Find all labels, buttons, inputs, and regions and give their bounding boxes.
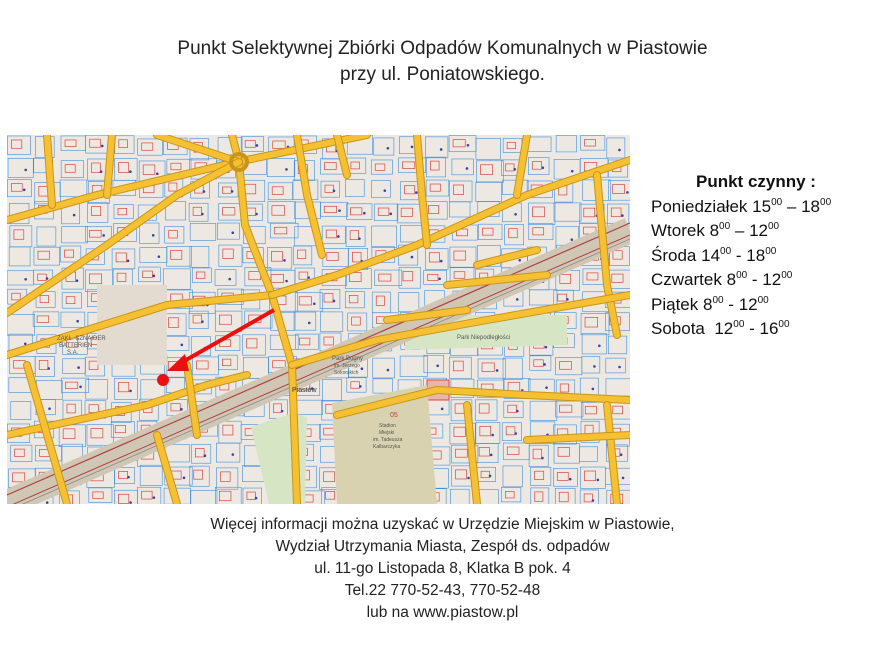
hours-from: 15 [752, 196, 772, 216]
address-point [359, 385, 362, 388]
address-point [101, 145, 104, 148]
factory-label-1: ZAKŁ. SZNAIDER [57, 336, 106, 342]
address-point [102, 234, 105, 237]
address-point [490, 454, 493, 457]
hours-from: 14 [701, 245, 721, 265]
address-point [76, 279, 79, 282]
address-point [514, 213, 517, 216]
address-point [358, 237, 361, 240]
address-point [231, 190, 234, 193]
map-canvas [7, 135, 630, 504]
hours-separator: - [731, 245, 747, 265]
address-point [440, 148, 443, 151]
hours-heading: Punkt czynny : [696, 172, 816, 191]
address-point [127, 476, 130, 479]
address-point [100, 170, 103, 173]
address-point [415, 191, 418, 194]
hours-from-minutes: 00 [736, 270, 748, 281]
address-point [255, 497, 258, 500]
address-point [153, 275, 156, 278]
hours-to-minutes: 00 [778, 319, 790, 330]
address-point [47, 367, 50, 370]
address-point [626, 191, 629, 194]
address-point [467, 477, 470, 480]
hours-to-minutes: 00 [820, 196, 832, 208]
address-point [285, 280, 288, 283]
address-point [201, 213, 204, 216]
address-point [337, 235, 340, 238]
title-line-1: Punkt Selektywnej Zbiórki Odpadów Komunalnych w Piastowie [177, 38, 708, 59]
address-point [489, 475, 492, 478]
address-point [181, 344, 184, 347]
address-point [518, 259, 521, 262]
address-point [203, 190, 206, 193]
hours-to-minutes: 00 [781, 270, 793, 281]
park-bogny-label-2: im. Jerzego [334, 363, 360, 369]
address-point [285, 168, 288, 171]
address-point [361, 367, 364, 370]
address-point [597, 479, 600, 482]
opening-hours [651, 170, 881, 342]
address-point [467, 144, 470, 147]
address-point [232, 453, 235, 456]
hours-day: Sobota [651, 319, 705, 338]
hours-to: 12 [738, 294, 758, 314]
hours-to: 18 [746, 245, 766, 265]
address-point [621, 214, 624, 217]
address-point [127, 260, 130, 263]
hours-from-minutes: 00 [720, 245, 732, 257]
hours-from: 12 [709, 319, 734, 338]
hours-row [651, 293, 881, 318]
hours-to-minutes: 00 [768, 221, 780, 232]
address-point [516, 298, 519, 301]
address-point [201, 320, 204, 323]
hours-day: Piątek [651, 294, 699, 314]
stadium-label-2: Miejski [379, 430, 395, 436]
hours-from-minutes: 00 [733, 319, 745, 330]
address-point [541, 457, 544, 460]
hours-from-minutes: 00 [771, 196, 783, 208]
map-number-label: 05 [390, 412, 398, 419]
address-point [389, 213, 392, 216]
hours-day: Wtorek [651, 221, 705, 240]
address-point [48, 407, 51, 410]
address-point [46, 277, 49, 280]
hours-day: Środa [651, 245, 697, 265]
hours-to: 12 [749, 221, 768, 240]
address-point [543, 363, 546, 366]
address-point [129, 501, 132, 504]
hours-separator: – [782, 196, 802, 216]
address-point [338, 209, 341, 212]
address-point [513, 168, 516, 171]
address-point [542, 166, 545, 169]
stadium-label-3: im. Tadeusza [373, 437, 403, 443]
address-point [440, 260, 443, 263]
location-map [7, 135, 630, 504]
address-point [129, 170, 132, 173]
address-point [571, 238, 574, 241]
hours-from: 8 [726, 270, 737, 289]
hours-row [651, 244, 881, 269]
address-point [76, 320, 79, 323]
address-point [24, 343, 27, 346]
address-point [545, 346, 548, 349]
station-label: Piastów [292, 387, 317, 394]
address-point [566, 298, 569, 301]
hours-from: 8 [702, 294, 713, 314]
address-point [441, 408, 444, 411]
hours-day: Czwartek [651, 270, 722, 289]
address-point [411, 256, 414, 259]
park-niepodleglosci-label: Park Niepodległości [457, 335, 511, 341]
hours-from-minutes: 00 [719, 221, 731, 232]
address-point [333, 189, 336, 192]
hours-list [651, 195, 881, 342]
address-point [598, 344, 601, 347]
contact-line-2: Wydział Utrzymania Miasta, Zespół ds. odpadów [275, 538, 610, 555]
address-point [622, 477, 625, 480]
hours-to-minutes: 00 [765, 245, 777, 257]
address-point [204, 454, 207, 457]
factory-label-3: S.A. [67, 350, 79, 356]
hours-to: 16 [759, 319, 779, 338]
address-point [308, 322, 311, 325]
hours-separator: - [744, 319, 760, 338]
address-point [283, 259, 286, 262]
address-point [387, 147, 390, 150]
address-point [313, 302, 316, 305]
address-point [153, 496, 156, 499]
address-point [152, 234, 155, 237]
address-point [620, 453, 623, 456]
hours-to-minutes: 00 [757, 294, 769, 306]
address-point [545, 386, 548, 389]
address-point [387, 369, 390, 372]
stadium-label-4: Kalbarczyka [373, 444, 401, 450]
address-point [592, 499, 595, 502]
title-line-2: przy ul. Poniatowskiego. [340, 64, 545, 85]
stadium-label-1: Stadion [379, 423, 396, 429]
hours-row [651, 268, 881, 293]
hours-separator: - [723, 294, 739, 314]
address-point [158, 255, 161, 258]
hours-to: 12 [762, 270, 782, 289]
address-point [231, 231, 234, 234]
address-point [24, 278, 27, 281]
address-point [183, 477, 186, 480]
address-point [77, 366, 80, 369]
factory-label-2: BATTERIEN [59, 343, 93, 349]
address-point [491, 434, 494, 437]
address-point [79, 385, 82, 388]
address-point [307, 276, 310, 279]
address-point [255, 213, 258, 216]
hours-separator: – [730, 221, 750, 240]
contact-line-3: ul. 11-go Listopada 8, Klatka B pok. 4 [314, 560, 571, 577]
page-title [0, 36, 885, 88]
address-point [73, 214, 76, 217]
address-point [514, 432, 517, 435]
address-point [496, 369, 499, 372]
address-point [23, 189, 26, 192]
address-point [618, 149, 621, 152]
address-point [593, 365, 596, 368]
address-point [180, 408, 183, 411]
contact-line-5: lub na www.piastow.pl [366, 604, 519, 621]
contact-info [0, 514, 885, 624]
hours-row [651, 219, 881, 244]
contact-line-4: Tel.22 770-52-43, 770-52-48 [344, 582, 541, 599]
hours-from-minutes: 00 [712, 294, 724, 306]
address-point [516, 410, 519, 413]
park-bogny-label-3: Sokorskich [334, 370, 359, 376]
location-pin-icon [157, 374, 169, 386]
address-point [618, 366, 621, 369]
address-point [333, 300, 336, 303]
address-point [363, 212, 366, 215]
address-point [569, 478, 572, 481]
hours-row [651, 195, 881, 220]
address-point [411, 146, 414, 149]
address-point [46, 501, 49, 504]
hours-row [651, 317, 881, 342]
address-point [436, 364, 439, 367]
park-bogny-label-1: Park Bogny [332, 356, 364, 362]
address-point [156, 172, 159, 175]
address-point [466, 167, 469, 170]
address-point [281, 410, 284, 413]
contact-line-1: Więcej informacji można uzyskać w Urzędzie Miejskim w Piastowie, [210, 516, 675, 533]
address-point [571, 170, 574, 173]
address-point [24, 169, 27, 172]
address-point [383, 189, 386, 192]
address-point [129, 390, 132, 393]
hours-to: 18 [801, 196, 821, 216]
address-point [592, 388, 595, 391]
address-point [256, 144, 259, 147]
hours-day: Poniedziałek [651, 196, 748, 216]
hours-from: 8 [709, 221, 720, 240]
address-point [438, 277, 441, 280]
address-point [228, 278, 231, 281]
hours-separator: - [747, 270, 763, 289]
